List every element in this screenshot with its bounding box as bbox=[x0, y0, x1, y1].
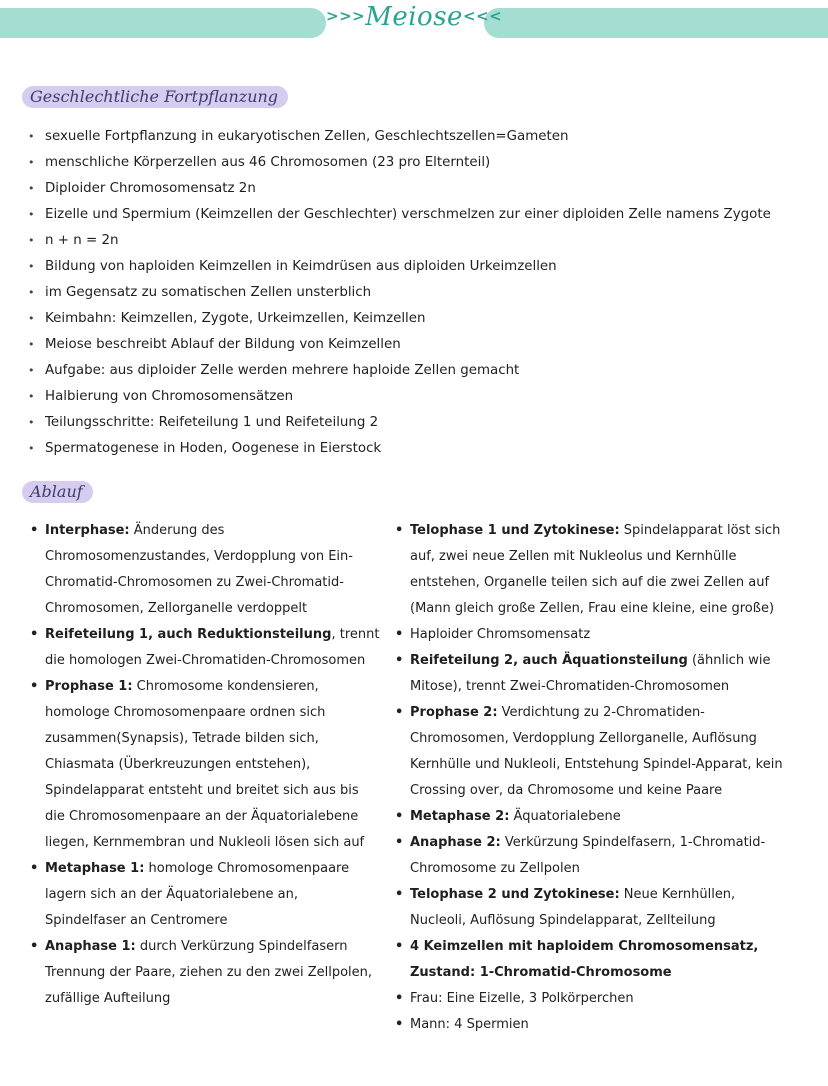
list-item bbox=[28, 622, 380, 674]
item-term: Anaphase 1: bbox=[45, 939, 136, 954]
section-heading-ablauf: Ablauf bbox=[22, 481, 93, 503]
item-text: Verdichtung zu 2-Chromatiden-Chromosomen, Verdopplung Zellorganelle, Auflösung Kernhülle und Nukleoli, Entstehung Spindel-Apparat, kein Crossing over, da Chromosome und keine Paare bbox=[410, 705, 783, 798]
list-item: • Bildung von haploiden Keimzellen in Keimdrüsen aus diploiden Urkeimzellen bbox=[28, 254, 808, 280]
list-item: • sexuelle Fortpflanzung in eukaryotischen Zellen, Geschlechtszellen=Gameten bbox=[28, 124, 808, 150]
list-item bbox=[393, 986, 793, 1012]
header-bar-left bbox=[0, 8, 326, 38]
list-item bbox=[28, 518, 380, 622]
item-text: Mann: 4 Spermien bbox=[410, 1017, 529, 1032]
ablauf-left-column bbox=[28, 518, 380, 1012]
list-item: • Diploider Chromosomensatz 2n bbox=[28, 176, 808, 202]
list-item: • Aufgabe: aus diploider Zelle werden mehrere haploide Zellen gemacht bbox=[28, 358, 808, 384]
list-item: • Eizelle und Spermium (Keimzellen der Geschlechter) verschmelzen zur einer diploiden Zelle namens Zygote bbox=[28, 202, 808, 228]
list-item bbox=[393, 518, 793, 622]
item-text: Chromosome kondensieren, homologe Chromosomenpaare ordnen sich zusammen(Synapsis), Tetrade bilden sich, Chiasmata (Überkreuzungen entstehen), Spindelapparat entsteht und breitet sich aus bis die Chromosomenpaare an der Äquatorialebene liegen, Kernmembran und Nukleoli lösen sich auf bbox=[45, 679, 365, 850]
item-text: , trennt die homologen Zwei-Chromatiden-Chromosomen bbox=[45, 627, 380, 668]
item-text: Verkürzung Spindelfasern, 1-Chromatid-Chromosome zu Zellpolen bbox=[410, 835, 766, 876]
title-arrows-right: <<< bbox=[462, 7, 503, 25]
list-item bbox=[393, 622, 793, 648]
list-item: • im Gegensatz zu somatischen Zellen unsterblich bbox=[28, 280, 808, 306]
item-text: Frau: Eine Eizelle, 3 Polkörperchen bbox=[410, 991, 634, 1006]
item-term: Prophase 2: bbox=[410, 705, 498, 720]
item-term: Telophase 1 und Zytokinese: bbox=[410, 523, 620, 538]
list-item bbox=[393, 934, 793, 986]
list-item: • Meiose beschreibt Ablauf der Bildung von Keimzellen bbox=[28, 332, 808, 358]
title-text: Meiose bbox=[365, 2, 463, 32]
item-text: Änderung des Chromosomenzustandes, Verdopplung von Ein-Chromatid-Chromosomen zu Zwei-Chromatid-Chromosomen, Zellorganelle verdoppelt bbox=[45, 523, 353, 616]
item-text: homologe Chromosomenpaare lagern sich an der Äquatorialebene an, Spindelfaser an Centromere bbox=[45, 861, 350, 928]
list-item: • Spermatogenese in Hoden, Oogenese in Eierstock bbox=[28, 436, 808, 462]
section-heading-fortpflanzung: Geschlechtliche Fortpflanzung bbox=[22, 86, 288, 108]
title-arrows-left: >>> bbox=[326, 7, 366, 25]
item-text: Haploider Chromsomensatz bbox=[410, 627, 591, 642]
item-term: Telophase 2 und Zytokinese: bbox=[410, 887, 620, 902]
list-item bbox=[28, 856, 380, 934]
list-item: • menschliche Körperzellen aus 46 Chromosomen (23 pro Elternteil) bbox=[28, 150, 808, 176]
list-item bbox=[393, 700, 793, 804]
list-item: • Teilungsschritte: Reifeteilung 1 und Reifeteilung 2 bbox=[28, 410, 808, 436]
ablauf-right-column bbox=[393, 518, 793, 1038]
item-term: Anaphase 2: bbox=[410, 835, 501, 850]
list-item bbox=[393, 882, 793, 934]
list-item: • Halbierung von Chromosomensätzen bbox=[28, 384, 808, 410]
item-text: Neue Kernhüllen, Nucleoli, Auflösung Spindelapparat, Zellteilung bbox=[410, 887, 736, 928]
list-item bbox=[393, 804, 793, 830]
item-text: Äquatorialebene bbox=[509, 809, 621, 824]
item-term: Prophase 1: bbox=[45, 679, 133, 694]
list-item bbox=[28, 674, 380, 856]
item-term: 4 Keimzellen mit haploidem Chromosomensatz, Zustand: 1-Chromatid-Chromosome bbox=[410, 939, 759, 980]
fortpflanzung-list bbox=[28, 124, 808, 462]
list-item bbox=[393, 1012, 793, 1038]
item-term: Reifeteilung 1, auch Reduktionsteilung bbox=[45, 627, 332, 642]
item-term: Metaphase 1: bbox=[45, 861, 145, 876]
list-item bbox=[28, 934, 380, 1012]
list-item: • Keimbahn: Keimzellen, Zygote, Urkeimzellen, Keimzellen bbox=[28, 306, 808, 332]
item-text: Spindelapparat löst sich auf, zwei neue Zellen mit Nukleolus und Kernhülle entstehen, Organelle teilen sich auf die zwei Zellen auf (Mann gleich große Zellen, Frau eine kleine, eine große) bbox=[410, 523, 781, 616]
list-item bbox=[393, 648, 793, 700]
item-text: (ähnlich wie Mitose), trennt Zwei-Chromatiden-Chromosomen bbox=[410, 653, 771, 694]
list-item bbox=[393, 830, 793, 882]
item-text: durch Verkürzung Spindelfasern Trennung der Paare, ziehen zu den zwei Zellpolen, zufällige Aufteilung bbox=[45, 939, 373, 1006]
header-bar-right bbox=[484, 8, 828, 38]
page-title bbox=[326, 2, 503, 32]
item-term: Interphase: bbox=[45, 523, 130, 538]
item-term: Reifeteilung 2, auch Äquationsteilung bbox=[410, 653, 688, 668]
list-item: • n + n = 2n bbox=[28, 228, 808, 254]
item-term: Metaphase 2: bbox=[410, 809, 510, 824]
